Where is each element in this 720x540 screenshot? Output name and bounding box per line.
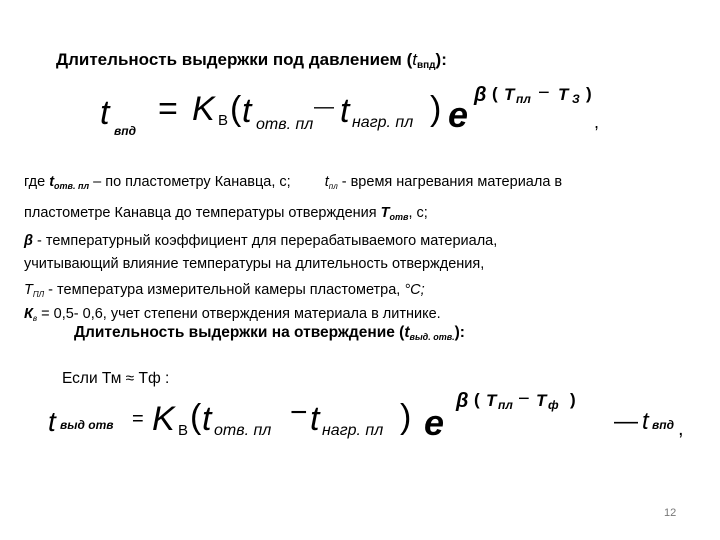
formula-hold-under-pressure: t впд = K В ( t отв. пл — t нагр. пл ) e β ( Т пл − Т З ) ,: [100, 82, 600, 138]
definition-line-6: $К_в = 0,5-$ 0,6, учет степени отверждения материала в литнике.: [24, 306, 441, 323]
definition-line-4: учитывающий влияние температуры на длительность отверждения,: [24, 256, 485, 272]
formula-cure-time: t выд отв = K В ( t отв. пл − t нагр. пл ) e β ( Т пл − Т ф ) — t впд ,: [48, 388, 684, 443]
definition-line-3: β - температурный коэффициент для перерабатываемого материала,: [24, 233, 498, 249]
heading-cure-time: Длительность выдержки на отверждение (tвыд. отв.):: [74, 324, 465, 342]
page-number: 12: [664, 507, 677, 519]
heading-hold-under-pressure: Длительность выдержки под давлением (tвпд):: [56, 50, 447, 71]
definition-line-2: пластометре Канавца до температуры отверждения $Т_{отв}$, с;: [24, 205, 428, 222]
definition-line-5: $Т_{ПЛ}$ - температура измерительной камеры пластометра, °С;: [24, 282, 425, 299]
definition-line-1: где $t_{отв. пл}$ – по пластометру Канавца, с; $t_{пл}$ - время нагревания материала в: [24, 174, 563, 191]
condition-text: Если Тм ≈ Тф :: [62, 370, 170, 387]
